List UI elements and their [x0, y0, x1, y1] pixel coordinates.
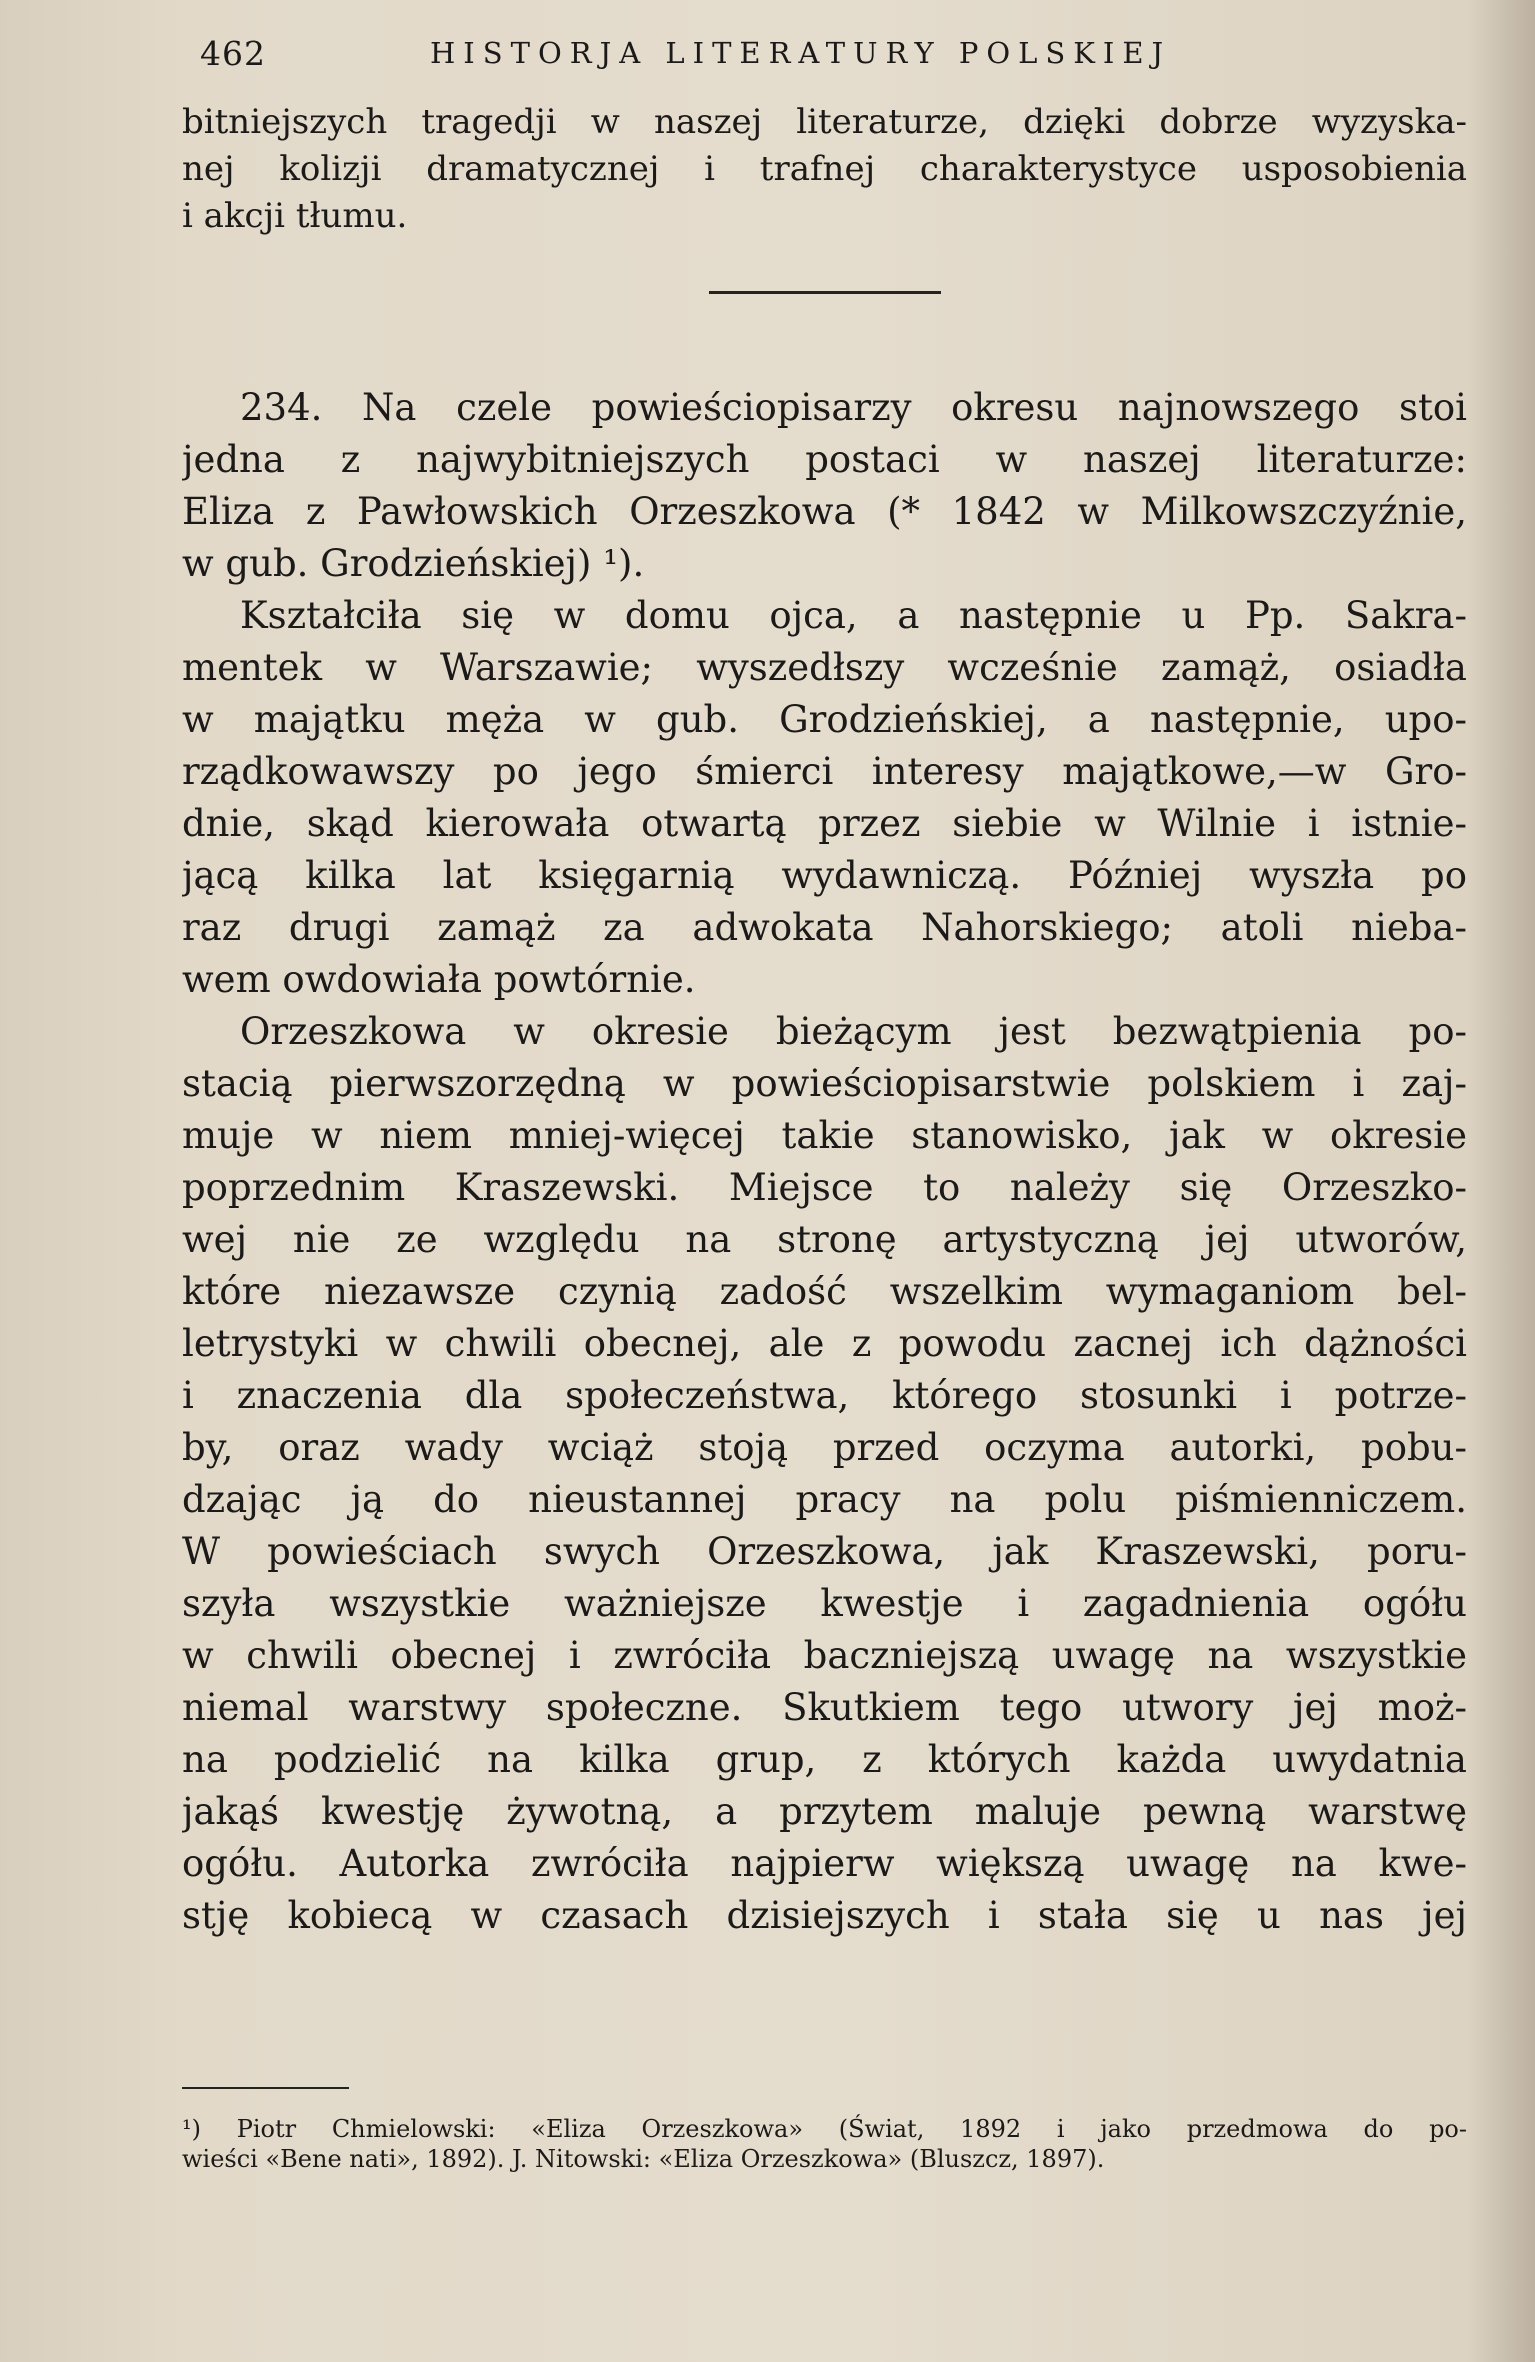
section-divider	[709, 291, 941, 294]
opening-line: i akcji tłumu.	[182, 196, 408, 236]
section-line: poprzednim Kraszewski. Miejsce to należy się Orzeszko-	[182, 1166, 1467, 1209]
opening-line: nej kolizji dramatycznej i trafnej charakterystyce usposobienia	[182, 149, 1467, 189]
section-line: jedna z najwybitniejszych postaci w naszej literaturze:	[182, 438, 1467, 481]
section-line: i znaczenia dla społeczeństwa, którego stosunki i potrze-	[182, 1374, 1467, 1417]
page-edge-shadow	[1467, 0, 1535, 2362]
section-line: w chwili obecnej i zwróciła baczniejszą uwagę na wszystkie	[182, 1634, 1467, 1677]
section-line: dnie, skąd kierowała otwartą przez siebie w Wilnie i istnie-	[182, 802, 1467, 845]
section-line: stacią pierwszorzędną w powieściopisarstwie polskiem i zaj-	[182, 1062, 1467, 1105]
footnote-line: ¹) Piotr Chmielowski: «Eliza Orzeszkowa» (Świat, 1892 i jako przedmowa do po-	[182, 2115, 1467, 2143]
section-line: jakąś kwestję żywotną, a przytem maluje pewną warstwę	[182, 1790, 1467, 1833]
section-line: w gub. Grodzieńskiej) ¹).	[182, 542, 645, 585]
section-line: rządkowawszy po jego śmierci interesy majątkowe,—w Gro-	[182, 750, 1467, 793]
section-line: wem owdowiała powtórnie.	[182, 958, 696, 1001]
footnote-line: wieści «Bene nati», 1892). J. Nitowski: «Eliza Orzeszkowa» (Bluszcz, 1897).	[182, 2145, 1105, 2173]
section-line: 234. Na czele powieściopisarzy okresu najnowszego stoi	[240, 386, 1467, 429]
section-234-text	[182, 382, 1467, 1942]
section-line: dzając ją do nieustannej pracy na polu piśmienniczem.	[182, 1478, 1467, 1521]
footnotes	[182, 2114, 1467, 2174]
section-line: w majątku męża w gub. Grodzieńskiej, a następnie, upo-	[182, 698, 1467, 741]
section-line: niemal warstwy społeczne. Skutkiem tego utwory jej moż-	[182, 1686, 1467, 1729]
section-line: letrystyki w chwili obecnej, ale z powodu zacnej ich dążności	[182, 1322, 1467, 1365]
section-line: na podzielić na kilka grup, z których każda uwydatnia	[182, 1738, 1467, 1781]
section-line: Orzeszkowa w okresie bieżącym jest bezwątpienia po-	[240, 1010, 1467, 1053]
section-line: mentek w Warszawie; wyszedłszy wcześnie zamąż, osiadła	[182, 646, 1467, 689]
running-title: HISTORJA LITERATURY POLSKIEJ	[430, 36, 1172, 70]
section-line: szyła wszystkie ważniejsze kwestje i zagadnienia ogółu	[182, 1582, 1467, 1625]
section-line: które niezawsze czynią zadość wszelkim wymaganiom bel-	[182, 1270, 1467, 1313]
page-number: 462	[200, 34, 266, 73]
section-line: Eliza z Pawłowskich Orzeszkowa (* 1842 w Milkowszczyźnie,	[182, 490, 1467, 533]
section-line: ogółu. Autorka zwróciła najpierw większą uwagę na kwe-	[182, 1842, 1467, 1885]
section-line: by, oraz wady wciąż stoją przed oczyma autorki, pobu-	[182, 1426, 1467, 1469]
opening-text	[182, 99, 1467, 240]
opening-line: bitniejszych tragedji w naszej literaturze, dzięki dobrze wyzyska-	[182, 102, 1467, 142]
section-line: jącą kilka lat księgarnią wydawniczą. Później wyszła po	[182, 854, 1467, 897]
section-line: W powieściach swych Orzeszkowa, jak Kraszewski, poru-	[182, 1530, 1467, 1573]
section-line: Kształciła się w domu ojca, a następnie u Pp. Sakra-	[240, 594, 1467, 637]
section-line: stję kobiecą w czasach dzisiejszych i stała się u nas jej	[182, 1894, 1467, 1937]
section-line: raz drugi zamąż za adwokata Nahorskiego; atoli nieba-	[182, 906, 1467, 949]
section-line: muje w niem mniej-więcej takie stanowisko, jak w okresie	[182, 1114, 1467, 1157]
page-header	[190, 34, 1480, 86]
section-line: wej nie ze względu na stronę artystyczną jej utworów,	[182, 1218, 1467, 1261]
footnote-divider	[182, 2087, 349, 2089]
